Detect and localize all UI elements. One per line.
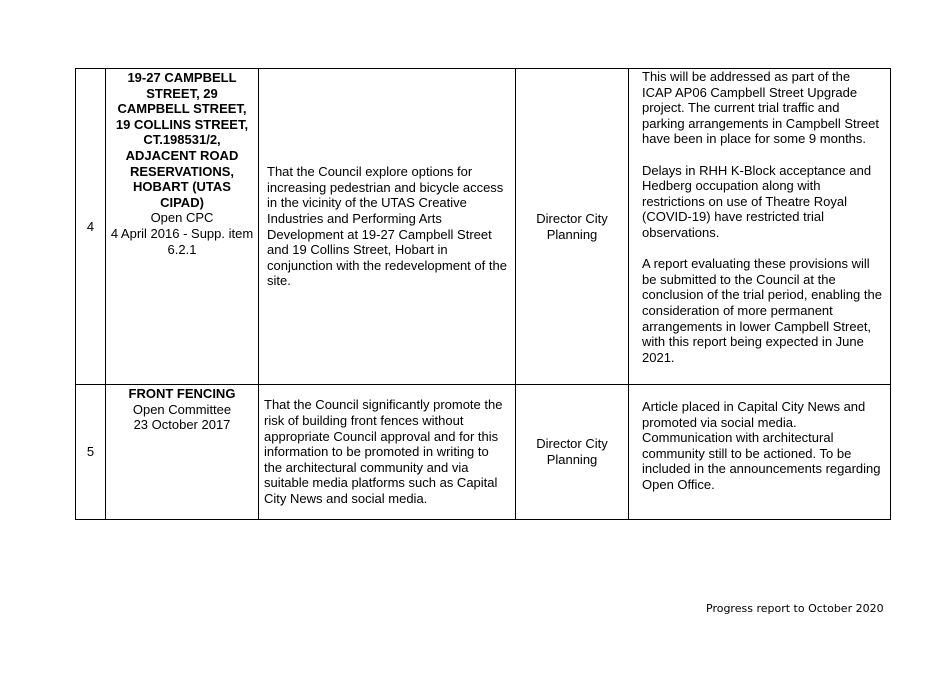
item-reference	[106, 69, 259, 385]
table-row	[76, 69, 891, 385]
item-number: 5	[76, 385, 106, 520]
item-title: 19-27 CAMPBELL STREET, 29 CAMPBELL STREET, 19 COLLINS STREET, CT.198531/2, ADJACENT ROAD RESERVATIONS, HOBART (UTAS CIPAD)	[115, 70, 249, 210]
item-reference	[106, 385, 259, 520]
item-number: 4	[76, 69, 106, 385]
resolution-text: That the Council significantly promote the risk of building front fences without appropriate Council approval and for this information to be promoted in writing to the architectural community and via suitable media platforms such as Capital City News and social media.	[259, 385, 516, 520]
meeting-name: Open CPC	[150, 210, 214, 226]
resolution-text: That the Council explore options for increasing pedestrian and bicycle access in the vicinity of the UTAS Creative Industries and Performing Arts Development at 19-27 Campbell Street and 19 Collins Street, Hobart in conjunction with the redevelopment of the site.	[259, 69, 516, 385]
comment-paragraph: This will be addressed as part of the ICAP AP06 Campbell Street Upgrade project. The current trial traffic and parking arrangements in Campbell Street have been in place for some 9 months.	[642, 69, 880, 147]
progress-table	[75, 68, 891, 520]
responsible-officer: Director City Planning	[516, 69, 629, 385]
comment-paragraph: Article placed in Capital City News and promoted via social media. Communication with architectural community still to be actioned. To be included in the announcements regarding Open Office.	[642, 399, 881, 492]
meeting-date: 23 October 2017	[133, 417, 231, 433]
table-row	[76, 385, 891, 520]
meeting-name: Open Committee	[132, 401, 232, 417]
comment-paragraph: Delays in RHH K-Block acceptance and Hedberg occupation along with restrictions on use of Theatre Royal (COVID-19) have restricted trial observations.	[642, 162, 872, 240]
comment-paragraph: A report evaluating these provisions will be submitted to the Council at the conclusion of the trial period, enabling the consideration of more permanent arrangements in lower Campbell Street, with this report being expected in June 2021.	[642, 256, 882, 365]
item-title: FRONT FENCING	[128, 386, 236, 401]
responsible-officer: Director City Planning	[516, 385, 629, 520]
meeting-date: 4 April 2016 - Supp. item 6.2.1	[110, 225, 254, 257]
page-footer: Progress report to October 2020	[706, 602, 884, 615]
progress-comments	[629, 385, 891, 520]
progress-comments	[629, 69, 891, 385]
